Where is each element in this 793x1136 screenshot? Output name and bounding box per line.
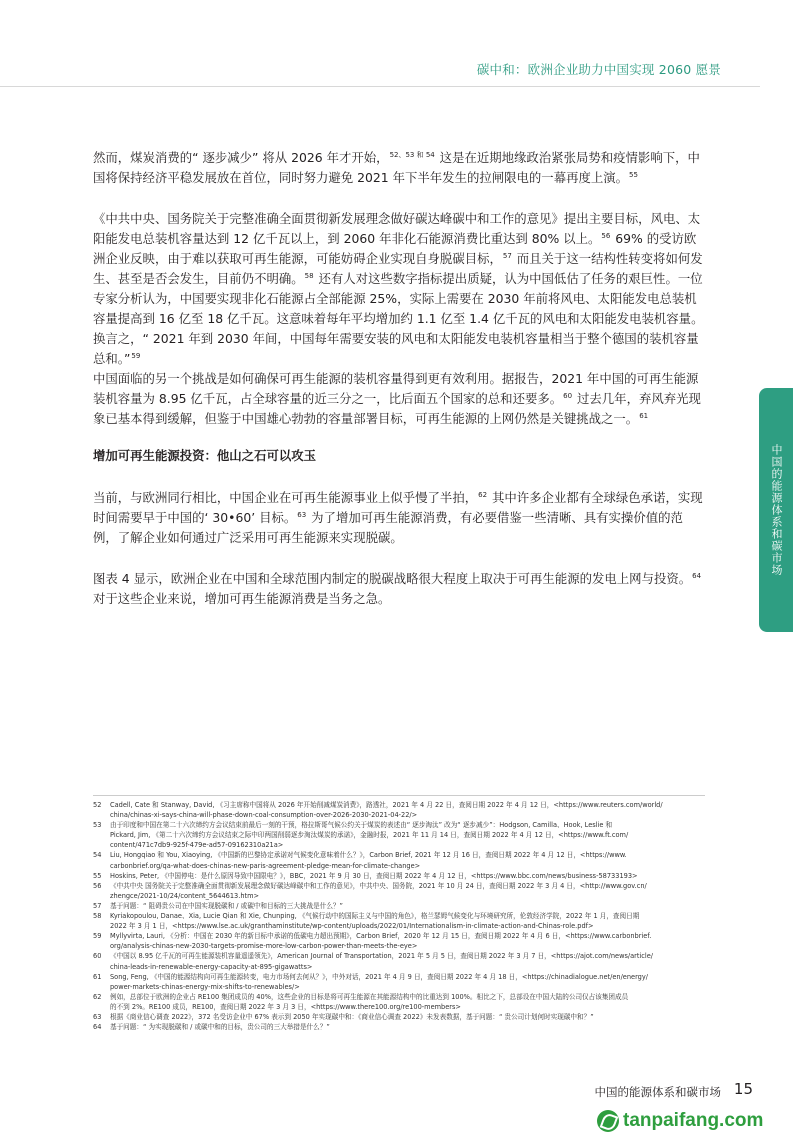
footnote-text: Liu, Hongqiao 和 You, Xiaoying, 《中国新的巴黎协定承诺对气候变化意味着什么？》，Carbon Brief, 2021 年 12 月 16 日，查阅日期 2022 年 4 月 12 日，<https://www. carbonbrief.org/qa-what-does-chinas-new-paris-agreement-pledge-mean-for-climate-change>: [110, 851, 627, 870]
paragraph-1: [93, 148, 705, 188]
footnote-text: 根据《商业信心调查 2022》，372 名受访企业中 67% 表示到 2050 年实现碳中和：《商业信心调查 2022》未发表数据，基于问题：“ 贵公司计划何时实现碳中和？”: [110, 1012, 594, 1021]
paragraph-3: [93, 369, 705, 429]
footnote-number: 54: [93, 851, 102, 860]
footnote-ref[interactable]: 63: [297, 510, 307, 519]
footnote-item: [93, 992, 713, 1012]
footnote-number: 56: [93, 881, 102, 890]
p2-text-a: 《中共中央、国务院关于完整准确全面贯彻新发展理念做好碳达峰碳中和工作的意见》提出主要目标，风电、太阳能发电总装机容量达到 12 亿千瓦以上，到 2060 年非化石能源消费比重达到 80% 以上。: [93, 211, 701, 246]
p4-text-a: 当前，与欧洲同行相比，中国企业在可再生能源事业上似乎慢了半拍，: [93, 490, 478, 505]
p2-text-d: 还有人对这些数字指标提出质疑，认为中国低估了任务的艰巨性。一位专家分析认为，中国要实现非化石能源占全部能源 25%，实际上需要在 2030 年前将风电、太阳能发电总装机容量提高到 16 亿至 18 亿千瓦。这意味着每年平均增加约 1.1 亿至 1.4 亿千瓦的风电和太阳能发电装机容量。换言之，“ 2021 年到 2030 年间，中国每年需要安装的风电和太阳能发电装机容量相当于整个德国的装机容量总和。”: [93, 271, 704, 366]
footnote-number: 55: [93, 871, 102, 880]
footnote-number: 57: [93, 901, 102, 910]
footnote-text: 《中国以 8.95 亿千瓦的可再生能源装机容量遥遥领先》，American Journal of Transportation，2021 年 5 月 5 日，查阅日期 2022 年 3 月 7 日，<https://ajot.com/news/article/ china-leads-in-renewable-energy-capacity-at-895-gigawatts>: [110, 952, 654, 971]
footnote-item: [93, 881, 713, 901]
footnote-number: 60: [93, 952, 102, 961]
footnote-item: [93, 800, 713, 820]
footnote-ref[interactable]: 52、53 和 54: [389, 150, 435, 159]
footnote-number: 58: [93, 912, 102, 921]
footnote-item: [93, 901, 713, 911]
footnotes-list: [93, 800, 713, 1032]
footnote-item: [93, 931, 713, 951]
p2-text-b: 69% 的受访欧洲企业反映，由于难以获取可再生能源，可能妨碍企业实现自身脱碳目标，: [93, 231, 697, 266]
section-heading: 增加可再生能源投资：他山之石可以攻玉: [93, 448, 317, 463]
p1-text-b: 这是在近期地缘政治紧张局势和疫情影响下，中国将保持经济平稳发展放在首位，同时努力避免 2021 年下半年发生的拉闸限电的一幕再度上演。: [93, 150, 700, 185]
footnote-text: Cadell, Cate 和 Stanway, David, 《习主席称中国将从 2026 年开始削减煤炭消费》，路透社，2021 年 4 月 22 日，查阅日期 2022 年 4 月 12 日，<https://www.reuters.com/world/ china/chinas-xi-says-china-will-phase-down-coal-consumption-over-2026-2030-2021-04-22/>: [110, 801, 663, 820]
p3-text-a: 中国面临的另一个挑战是如何确保可再生能源的装机容量得到更有效利用。据报告，2021 年中国的可再生能源装机容量为 8.95 亿千瓦，占全球容量的近三分之一，比后面五个国家的总和还要多。: [93, 371, 699, 406]
section-tab[interactable]: [759, 388, 793, 632]
footnote-ref[interactable]: 62: [478, 490, 488, 499]
footnote-ref[interactable]: 60: [563, 391, 573, 400]
header-divider: [0, 86, 760, 87]
footnote-text: 基于问题：“ 阻碍贵公司在中国实现脱碳和 / 或碳中和目标的三大挑战是什么？”: [110, 901, 343, 910]
footnote-ref[interactable]: 61: [639, 411, 649, 420]
footnote-number: 61: [93, 972, 102, 981]
footnote-item: [93, 871, 713, 881]
footnote-ref[interactable]: 64: [692, 571, 702, 580]
footnote-item: [93, 1012, 713, 1022]
footnote-item: [93, 820, 713, 850]
footnote-item: [93, 850, 713, 870]
footnote-number: 64: [93, 1023, 102, 1032]
p5-text-b: 对于这些企业来说，增加可再生能源消费是当务之急。: [93, 591, 391, 606]
footnote-ref[interactable]: 55: [629, 170, 638, 179]
footnote-item: [93, 951, 713, 971]
footnotes-divider: [93, 795, 705, 796]
section-tab-label: 中国的能源体系和碳市场: [770, 444, 783, 576]
footnote-text: Hoskins, Peter, 《中国停电：是什么原因导致中国限电？》，BBC，2021 年 9 月 30 日，查阅日期 2022 年 4 月 12 日，<https://www.bbc.com/news/business-58733193>: [110, 871, 638, 880]
footnote-ref[interactable]: 59: [131, 351, 141, 360]
footnote-text: 基于问题：“ 为实现脱碳和 / 或碳中和的目标，贵公司的三大举措是什么？”: [110, 1023, 330, 1032]
leaf-icon: [597, 1110, 619, 1132]
footnote-item: [93, 911, 713, 931]
footnote-ref[interactable]: 56: [601, 231, 611, 240]
running-footer: 中国的能源体系和碳市场: [594, 1085, 721, 1099]
watermark-logo: [597, 1106, 763, 1136]
paragraph-4: [93, 488, 705, 548]
footnote-number: 63: [93, 1012, 102, 1021]
page-number: 15: [733, 1080, 753, 1098]
paragraph-5: [93, 569, 705, 609]
running-header: 碳中和：欧洲企业助力中国实现 2060 愿景: [476, 62, 721, 77]
p4-text-c: 为了增加可再生能源消费，有必要借鉴一些清晰、具有实操价值的范例，了解企业如何通过广泛采用可再生能源来实现脱碳。: [93, 510, 683, 545]
footnote-ref[interactable]: 58: [304, 271, 314, 280]
footnote-number: 53: [93, 821, 102, 830]
p1-text-a: 然而，煤炭消费的“ 逐步减少” 将从 2026 年才开始，: [93, 150, 389, 165]
footnote-number: 52: [93, 801, 102, 809]
logo-text: tanpaifang.com: [623, 1110, 764, 1131]
footnote-item: [93, 1022, 713, 1032]
p3-text-b: 过去几年，弃风弃光现象已基本得到缓解，但鉴于中国雄心勃勃的容量部署目标，可再生能源的上网仍然是关键挑战之一。: [93, 391, 701, 426]
footnote-text: 由于印度和中国在第二十六次缔约方会议结束前最后一刻的干预，格拉斯哥气候公约关于煤炭的表述由“ 逐步淘汰” 改为“ 逐步减少”：Hodgson, Camilla、Hook, Leslie 和 Pickard, Jim, 《第二十六次缔约方会议结束之际中印两国削弱逐步淘汰煤炭的承诺》，金融时报，2021 年 11 月 14 日，查阅日期 2022 年 4 月 12 日，<https://www.ft.com/ content/471c7db9-925f-479e-ad57-09162310a21a>: [110, 821, 629, 850]
footnote-text: Myllyvirta, Lauri, 《分析：中国在 2030 年的新目标中承诺的低碳电力超出预期》，Carbon Brief，2020 年 12 月 15 日，查阅日期 2022 年 4 月 6 日，<https://www.carbonbrief. org/analysis-chinas-new-2030-targets-promise-more-low-carbon-power-than-meets-the-eye>: [110, 932, 652, 951]
p2-text-c: 而且关于这一结构性转变将如何发生、甚至是否会发生，目前仍不明确。: [93, 251, 703, 286]
footnote-text: 《中共中央 国务院关于完整准确全面贯彻新发展理念做好碳达峰碳中和工作的意见》，中共中央、国务院，2021 年 10 月 24 日，查阅日期 2022 年 3 月 4 日，<http://www.gov.cn/ zhengce/2021-10/24/content_5644613.htm>: [110, 881, 647, 900]
paragraph-2: [93, 209, 705, 369]
footnote-number: 59: [93, 932, 102, 941]
p4-text-b: 其中许多企业都有全球绿色承诺，实现时间需要早于中国的‘ 30•60’ 目标。: [93, 490, 703, 525]
p5-text-a: 图表 4 显示，欧洲企业在中国和全球范围内制定的脱碳战略很大程度上取决于可再生能源的发电上网与投资。: [93, 571, 692, 586]
footnote-number: 62: [93, 992, 102, 1001]
footnote-text: Kyriakopoulou, Danae、Xia, Lucie Qian 和 Xie, Chunping, 《气候行动中的国际主义与中国的角色》，格兰瑟姆气候变化与环境研究所，伦敦经济学院，2022 年 1 月，查阅日期 2022 年 3 月 1 日，<https://www.lse.ac.uk/granthaminstitute/wp-content/uploads/2022/01/Internationalism-in-climate-action-and-Chinas-role.pdf>: [110, 912, 640, 931]
footnote-ref[interactable]: 57: [502, 251, 512, 260]
footnote-text: Song, Feng, 《中国的能源结构向可再生能源转变，电力市场何去何从？》，中外对话，2021 年 4 月 9 日，查阅日期 2022 年 4 月 18 日，<https://chinadialogue.net/en/energy/ power-markets-chinas-energy-mix-shifts-to-renewables/>: [110, 972, 648, 991]
footnote-item: [93, 972, 713, 992]
footnote-text: 例如，总部位于欧洲的企业占 RE100 集团成员的 40%，这些企业的目标是将可再生能源在其能源结构中的比重达到 100%。相比之下，总部设在中国大陆的公司仅占该集团成员 的不到 2%。RE100 成员，RE100，查阅日期 2022 年 3 月 3 日，<https://www.there100.org/re100-members>: [110, 992, 629, 1011]
